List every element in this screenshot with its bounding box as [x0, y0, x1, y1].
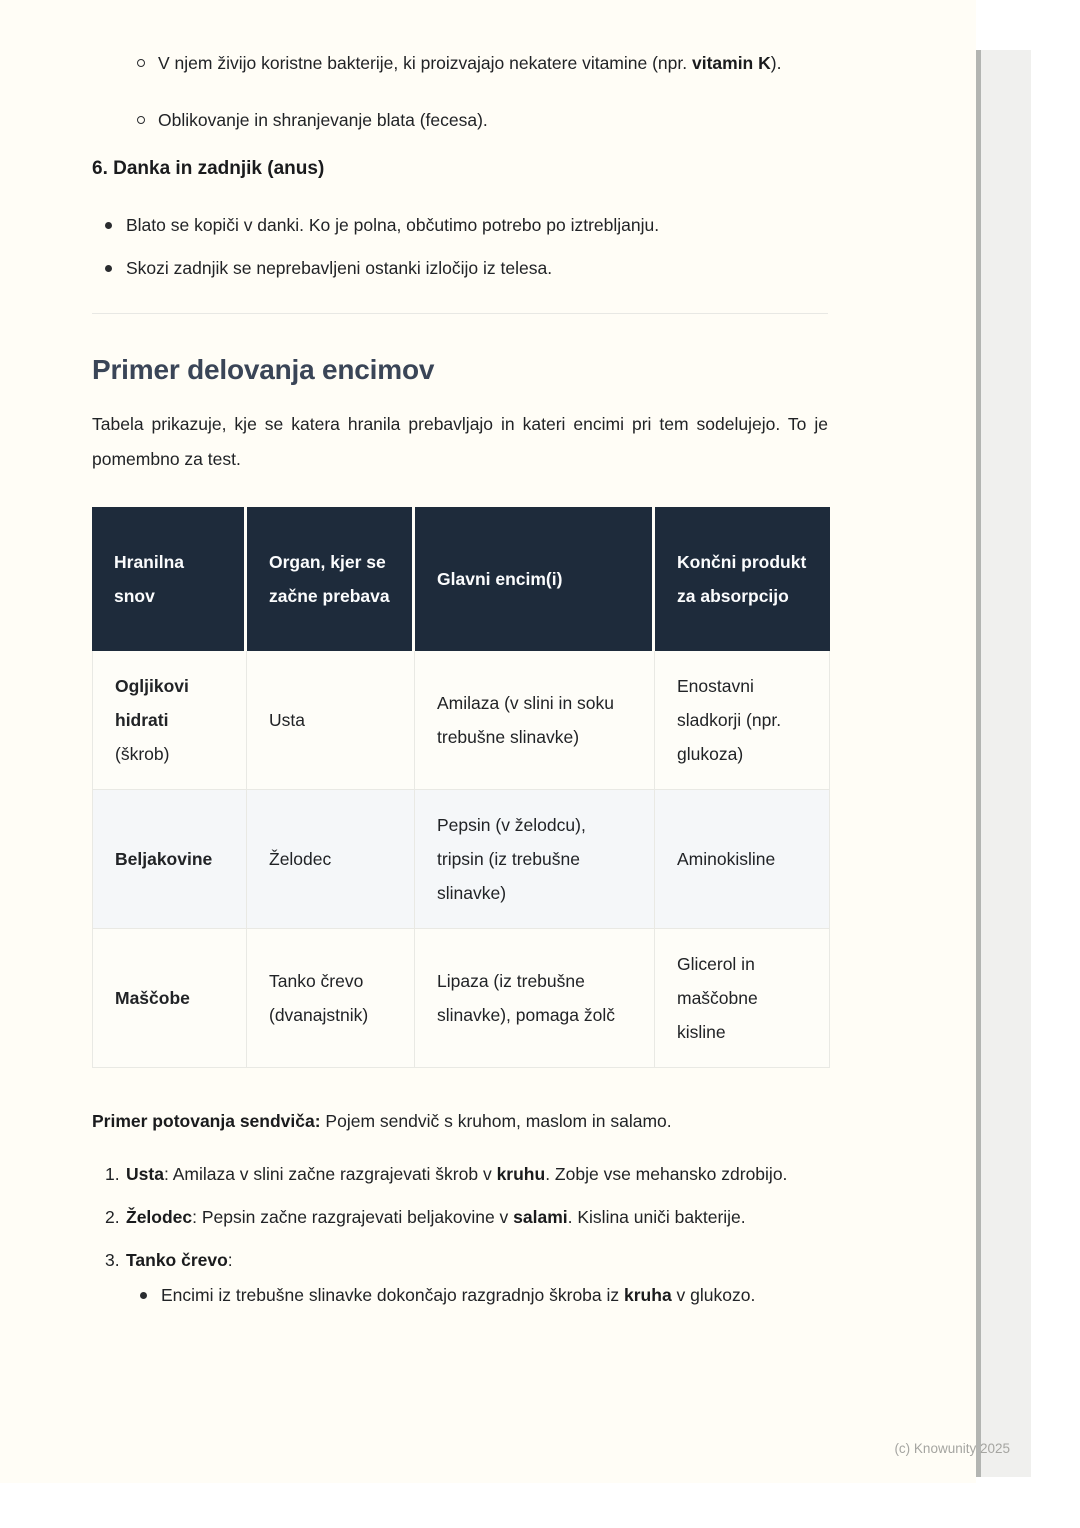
table-cell-organ: Želodec — [247, 790, 415, 929]
table-header-cell-enzyme: Glavni encim(i) — [415, 507, 655, 651]
enzymes-table — [92, 507, 830, 1068]
circle-bullet-icon — [137, 116, 145, 124]
disc-bullet-icon — [105, 265, 112, 272]
colon-functions-sublist — [92, 46, 828, 138]
section-divider — [92, 313, 828, 314]
list-item — [137, 103, 828, 138]
list-item-text: Encimi iz trebušne slinavke dokončajo razgradnjo škroba iz kruha v glukozo. — [161, 1285, 756, 1305]
list-item-step-1 — [105, 1157, 828, 1192]
scrollbar-track[interactable] — [976, 50, 1031, 1477]
table-row-carbohydrates — [92, 651, 830, 790]
table-cell-organ: Tanko črevo (dvanajstnik) — [247, 929, 415, 1068]
list-item-text: V njem živijo koristne bakterije, ki proizvajajo nekatere vitamine (npr. vitamin K). — [158, 53, 782, 73]
circle-bullet-icon — [137, 59, 145, 67]
document-content — [92, 46, 828, 1313]
list-item — [137, 46, 828, 81]
list-item — [105, 251, 828, 286]
step-number: 2. — [105, 1207, 120, 1227]
list-item-text: Blato se kopiči v danki. Ko je polna, občutimo potrebo po iztrebljanju. — [126, 215, 660, 235]
table-row-fats — [92, 929, 830, 1068]
table-header-cell-product: Končni produkt za absorpcijo — [655, 507, 830, 651]
step-text: Želodec: Pepsin začne razgrajevati beljakovine v salami. Kislina uniči bakterije. — [126, 1207, 746, 1227]
step-text: Usta: Amilaza v slini začne razgrajevati škrob v kruhu. Zobje vse mehansko zdrobijo. — [126, 1164, 788, 1184]
step-number: 3. — [105, 1250, 120, 1270]
table-cell-enzyme: Lipaza (iz trebušne slinavke), pomaga žolč — [415, 929, 655, 1068]
danka-bullet-list — [92, 208, 828, 286]
table-header-cell-nutrient: Hranilna snov — [92, 507, 247, 651]
table-cell-enzyme: Pepsin (v želodcu), tripsin (iz trebušne slinavke) — [415, 790, 655, 929]
list-item — [140, 1278, 828, 1313]
disc-bullet-icon — [140, 1292, 147, 1299]
section-heading-danka-zadnjik: 6. Danka in zadnjik (anus) — [92, 158, 325, 179]
enzymes-intro-paragraph: Tabela prikazuje, kje se katera hranila prebavljajo in kateri encimi pri tem sodelujejo. To je pomembno za test. — [92, 414, 828, 469]
table-cell-product: Glicerol in maščobne kisline — [655, 929, 830, 1068]
table-cell-enzyme: Amilaza (v slini in soku trebušne slinavke) — [415, 651, 655, 790]
step-number: 1. — [105, 1164, 120, 1184]
disc-bullet-icon — [105, 222, 112, 229]
step-3-sublist — [105, 1278, 828, 1313]
step-text: Tanko črevo: — [126, 1250, 233, 1270]
sandwich-journey-list — [92, 1157, 828, 1313]
table-cell-nutrient: Ogljikovi hidrati (škrob) — [92, 651, 247, 790]
list-item — [105, 208, 828, 243]
table-cell-product: Enostavni sladkorji (npr. glukoza) — [655, 651, 830, 790]
table-cell-nutrient: Maščobe — [92, 929, 247, 1068]
list-item-step-2 — [105, 1200, 828, 1235]
list-item-step-3 — [105, 1243, 828, 1313]
copyright-watermark: (c) Knowunity 2025 — [894, 1441, 1010, 1456]
heading-primer-delovanja-encimov: Primer delovanja encimov — [92, 354, 435, 385]
list-item-text: Oblikovanje in shranjevanje blata (fecesa). — [158, 110, 488, 130]
sandwich-example-lead: Primer potovanja sendviča: Pojem sendvič s kruhom, maslom in salamo. — [92, 1111, 672, 1131]
table-cell-nutrient: Beljakovine — [92, 790, 247, 929]
table-header-cell-organ: Organ, kjer se začne prebava — [247, 507, 415, 651]
enzymes-table-header — [92, 507, 830, 651]
table-cell-organ: Usta — [247, 651, 415, 790]
list-item-text: Skozi zadnjik se neprebavljeni ostanki izločijo iz telesa. — [126, 258, 553, 278]
table-cell-product: Aminokisline — [655, 790, 830, 929]
table-row-proteins — [92, 790, 830, 929]
table-header-row — [92, 507, 830, 651]
